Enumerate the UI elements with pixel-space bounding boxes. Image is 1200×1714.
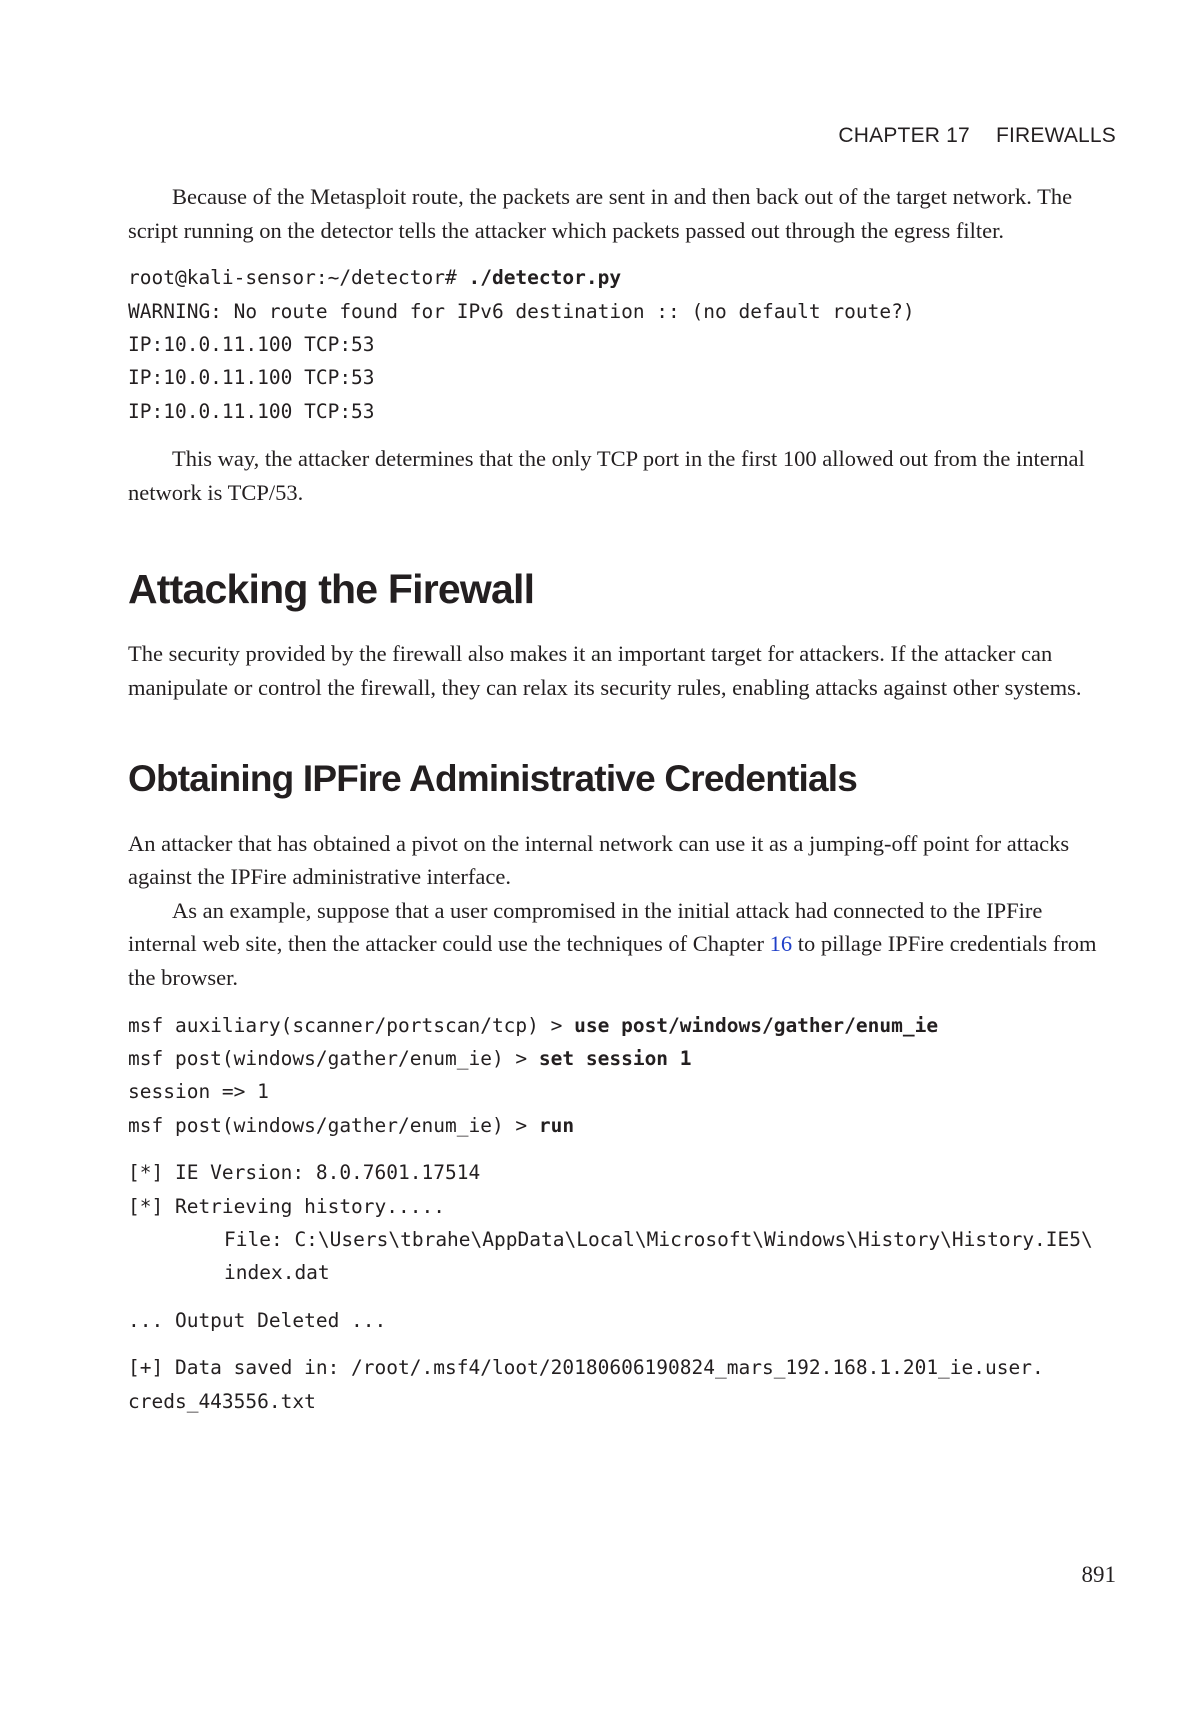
code-block-detector — [128, 261, 1116, 428]
code-line: IP:10.0.11.100 TCP:53 — [128, 366, 375, 390]
book-page — [128, 0, 1116, 1714]
code-line: ... Output Deleted ... — [128, 1308, 387, 1332]
code-block-output-deleted — [128, 1304, 1116, 1337]
running-head — [838, 124, 1116, 148]
code-command: use post/windows/gather/enum_ie — [574, 1013, 939, 1037]
chapter-16-link[interactable]: 16 — [769, 931, 793, 957]
code-line: [*] IE Version: 8.0.7601.17514 — [128, 1161, 481, 1185]
code-line: WARNING: No route found for IPv6 destination :: (no default route?) — [128, 299, 915, 323]
code-prompt: msf post(windows/gather/enum_ie) > — [128, 1113, 539, 1137]
code-line: [+] Data saved in: /root/.msf4/loot/20180606190824_mars_192.168.1.201_ie.user. — [128, 1356, 1044, 1380]
code-line: index.dat — [224, 1261, 330, 1285]
code-line: IP:10.0.11.100 TCP:53 — [128, 333, 375, 356]
code-block-ie-output — [128, 1156, 1116, 1290]
code-command: ./detector.py — [468, 266, 622, 290]
code-line — [128, 261, 1116, 294]
paragraph-example — [128, 894, 1116, 995]
code-command: set session 1 — [538, 1046, 692, 1070]
code-line: File: C:\Users\tbrahe\AppData\Local\Microsoft\Windows\History\History.IE5\ — [224, 1228, 1093, 1251]
code-prompt: msf post(windows/gather/enum_ie) > — [128, 1046, 539, 1070]
paragraph-firewall-target: The security provided by the firewall also makes it an important target for attackers. If the attacker can manipulate or control the firewall, they can relax its security rules, enabling attacks against other systems. — [128, 641, 1082, 700]
code-line — [128, 1109, 1116, 1142]
paragraph-metasploit-route: Because of the Metasploit route, the packets are sent in and then back out of the target network. The script running on the detector tells the attacker which packets passed out through the egress filter. — [128, 184, 1073, 243]
code-line: [*] Retrieving history..... — [128, 1194, 445, 1218]
paragraph-text: to pillage IPFire credentials from the browser. — [128, 931, 1097, 990]
code-prompt: root@kali-sensor:~/detector# — [128, 266, 469, 290]
running-head-title: FIREWALLS — [995, 124, 1116, 147]
code-line — [128, 1009, 1116, 1042]
code-line: IP:10.0.11.100 TCP:53 — [128, 399, 375, 423]
paragraph-tcp-53: This way, the attacker determines that the only TCP port in the first 100 allowed out from the internal network is TCP/53. — [128, 446, 1085, 505]
code-line: session => 1 — [128, 1080, 269, 1104]
page-content — [128, 180, 1116, 1418]
code-line: creds_443556.txt — [128, 1389, 316, 1413]
code-block-enum-ie — [128, 1009, 1116, 1143]
paragraph-pivot: An attacker that has obtained a pivot on the internal network can use it as a jumping-off point for attacks against the IPFire administrative interface. — [128, 830, 1070, 890]
subsection-heading: Obtaining IPFire Administrative Credentials — [128, 757, 858, 799]
code-line — [128, 1042, 1116, 1075]
section-heading: Attacking the Firewall — [128, 566, 535, 613]
running-head-chapter: CHAPTER 17 — [838, 124, 970, 147]
code-block-data-saved — [128, 1351, 1116, 1418]
page-number: 891 — [1081, 1562, 1116, 1587]
code-prompt: msf auxiliary(scanner/portscan/tcp) > — [128, 1013, 575, 1037]
paragraph-text: As an example, suppose that a user compromised in the initial attack had connected to the IPFire internal web site, then the attacker could use the techniques of Chapter — [128, 897, 1043, 957]
code-command: run — [538, 1113, 575, 1137]
